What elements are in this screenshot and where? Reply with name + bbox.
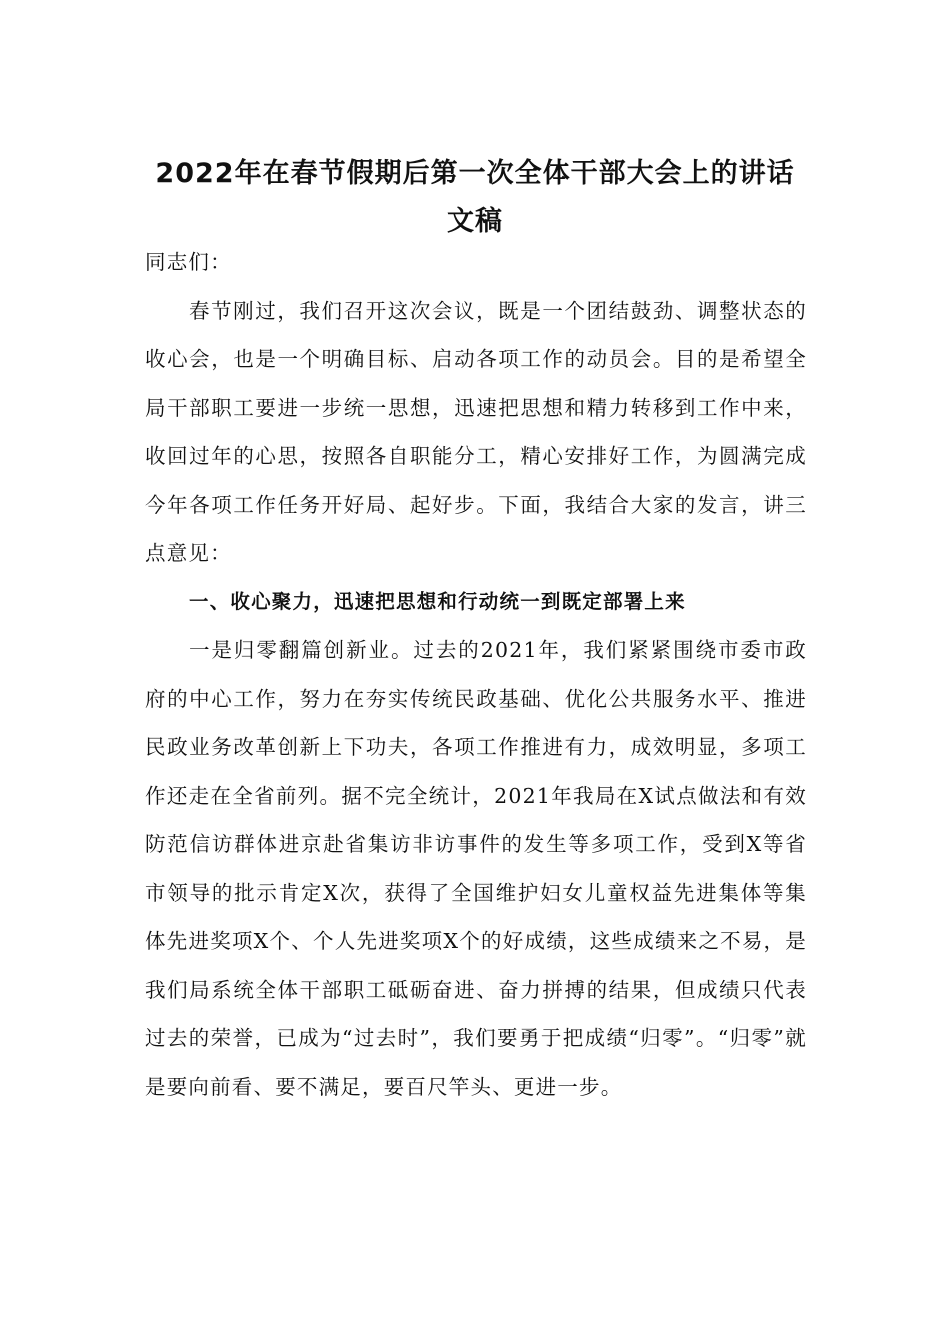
document-title xyxy=(145,150,805,246)
title-line-1: 2022年在春节假期后第一次全体干部大会上的讲话 xyxy=(155,158,795,189)
intro-paragraph: 春节刚过，我们召开这次会议，既是一个团结鼓劲、调整状态的收心会，也是一个明确目标、启动各项工作的动员会。目的是希望全局干部职工要进一步统一思想，迅速把思想和精力转移到工作中来，收回过年的心思，按照各自职能分工，精心安排好工作，为圆满完成今年各项工作任务开好局、起好步。下面，我结合大家的发言，讲三点意见： xyxy=(145,298,807,565)
salutation: 同志们： xyxy=(145,250,232,274)
document-body xyxy=(145,238,807,1111)
section-heading-1: 一、收心聚力，迅速把思想和行动统一到既定部署上来 xyxy=(189,589,686,613)
title-line-2: 文稿 xyxy=(447,206,503,237)
section-1-paragraph: 一是归零翻篇创新业。过去的2021年，我们紧紧围绕市委市政府的中心工作，努力在夯实传统民政基础、优化公共服务水平、推进民政业务改革创新上下功夫，各项工作推进有力，成效明显，多项工作还走在全省前列。据不完全统计，2021年我局在X试点做法和有效防范信访群体进京赴省集访非访事件的发生等多项工作，受到X等省市领导的批示肯定X次，获得了全国维护妇女儿童权益先进集体等集体先进奖项X个、个人先进奖项X个的好成绩，这些成绩来之不易，是我们局系统全体干部职工砥砺奋进、奋力拼搏的结果，但成绩只代表过去的荣誉，已成为“过去时”，我们要勇于把成绩“归零”。“归零”就是要向前看、要不满足，要百尺竿头、更进一步。 xyxy=(145,638,807,1099)
